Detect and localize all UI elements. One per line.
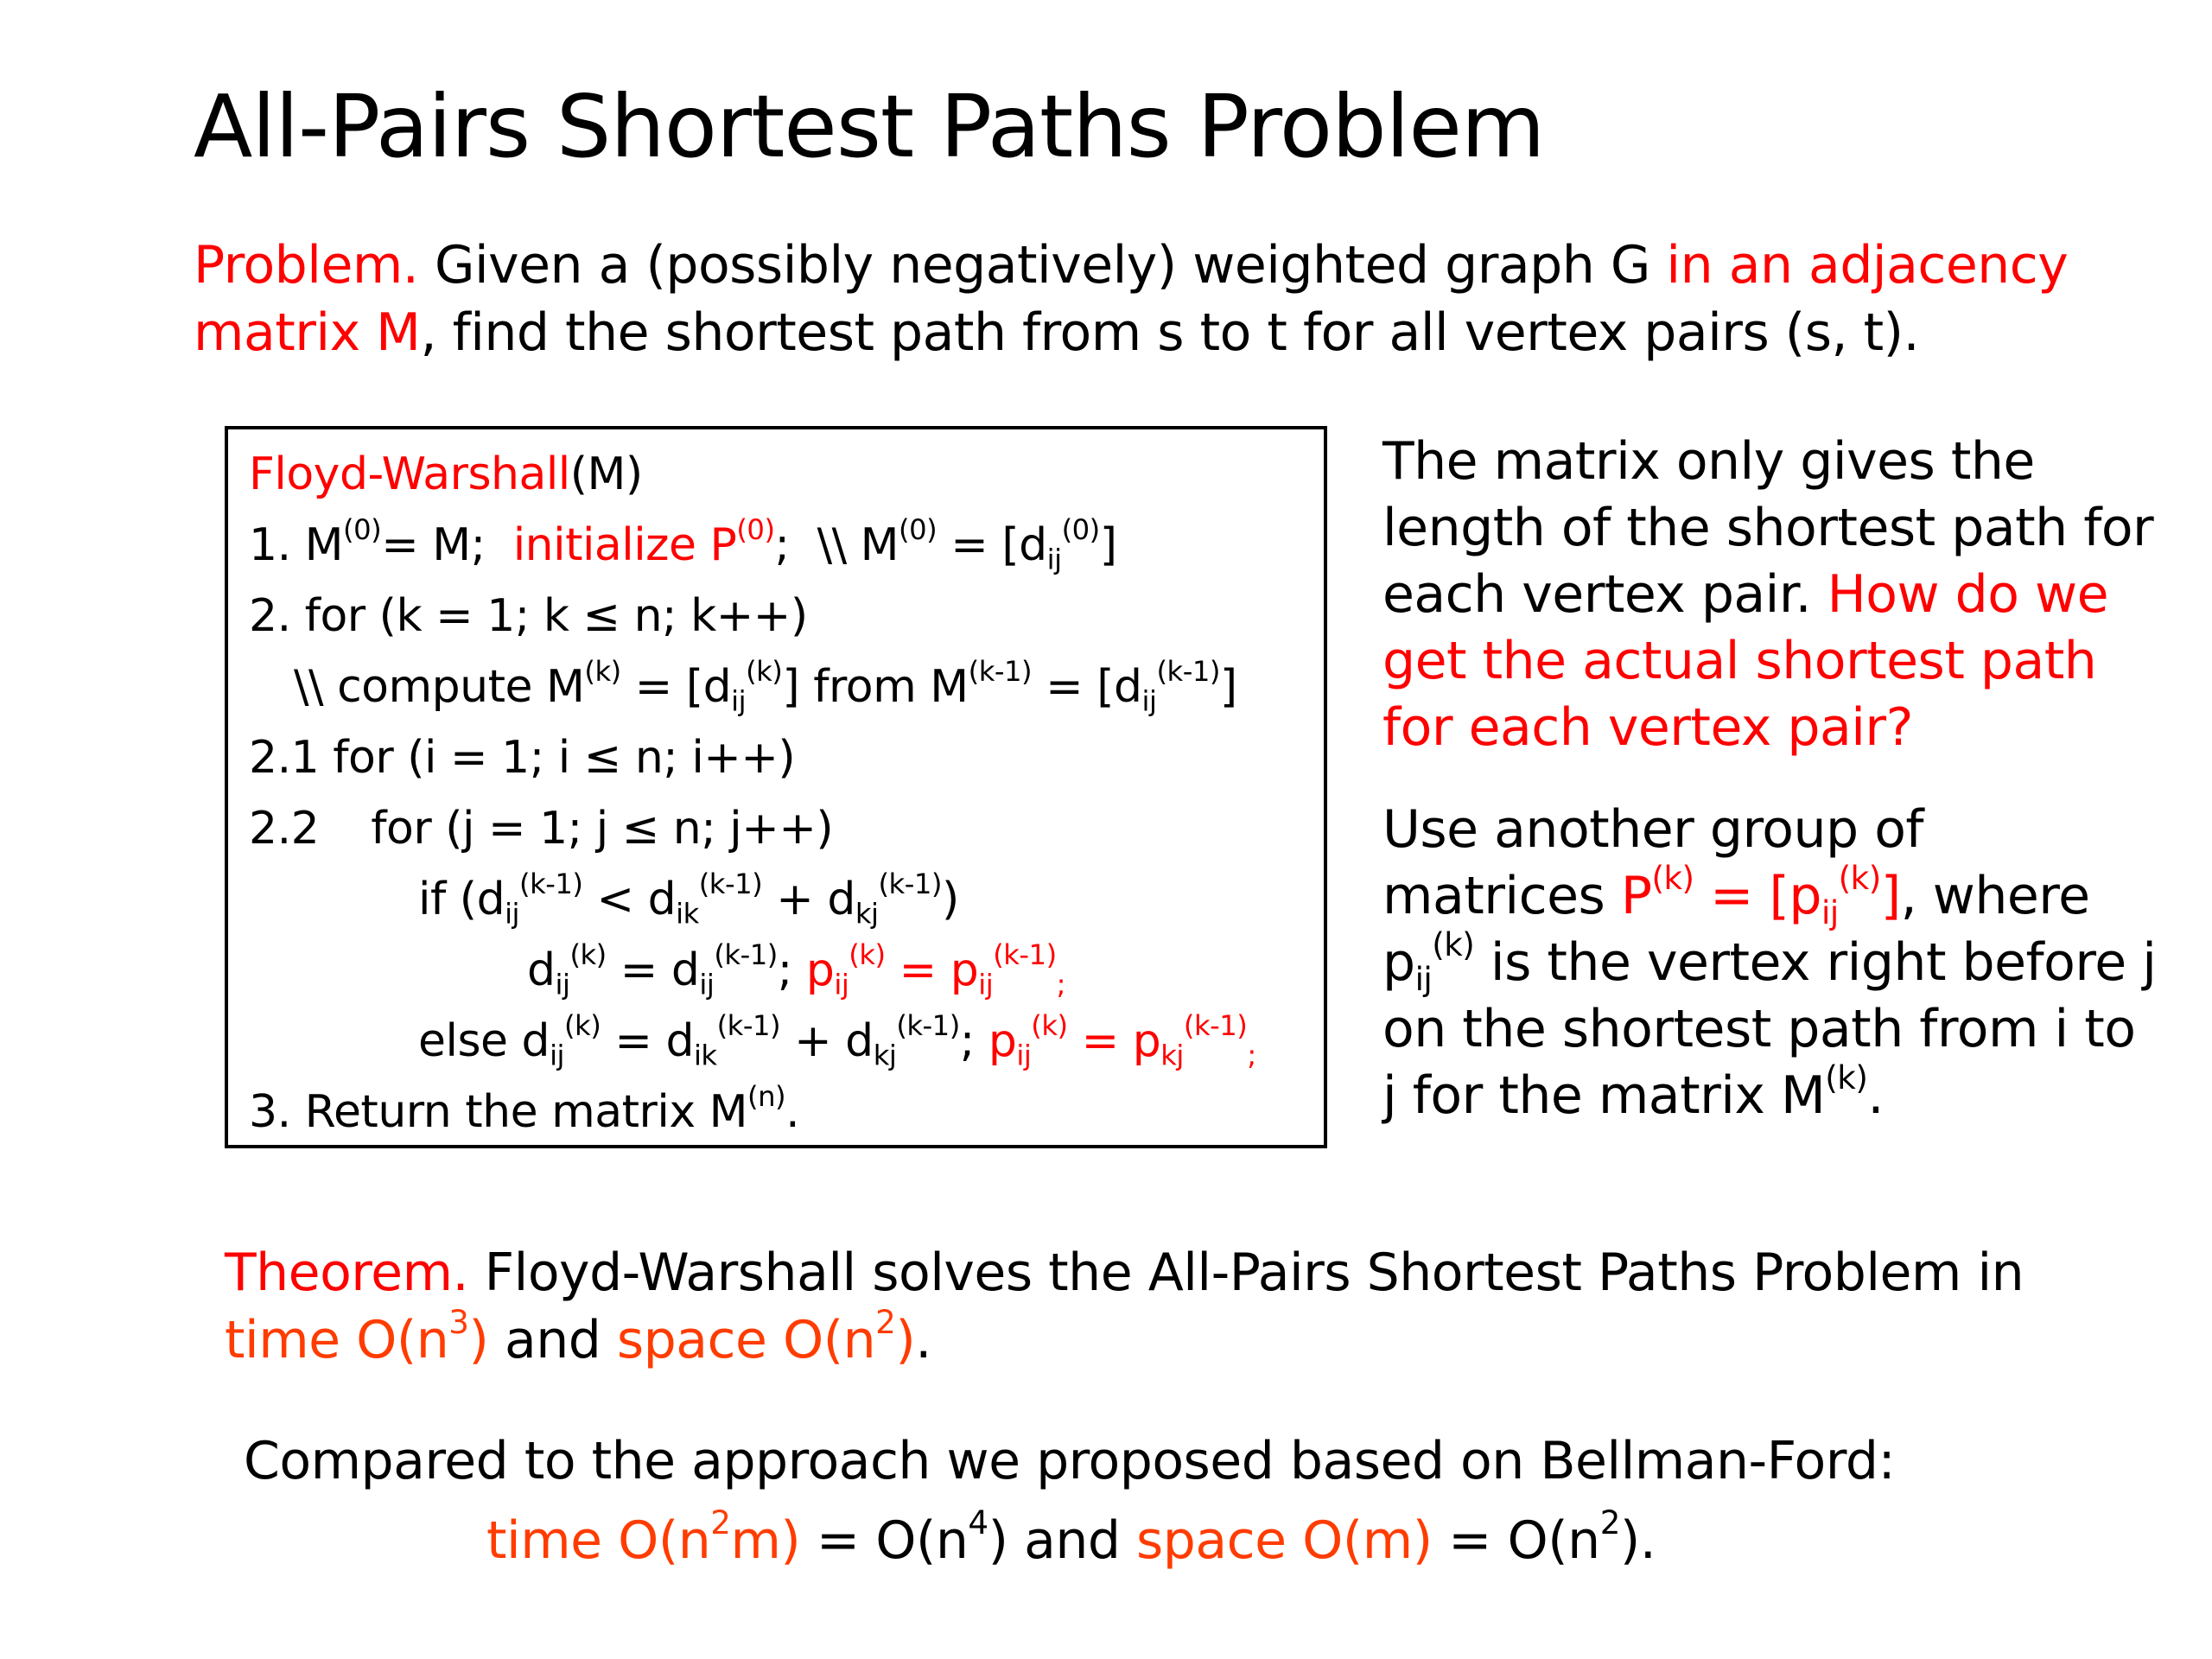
l3-sup4: (k-1) — [1156, 654, 1220, 688]
problem-label: Problem. — [194, 235, 419, 296]
side-question — [1382, 429, 2160, 761]
side-answer-d: . — [1867, 1065, 1884, 1126]
side-question-highlight: How do we get the actual shortest path for each vertex pair? — [1382, 564, 2108, 758]
compare-time-a: time O(n — [486, 1510, 711, 1571]
l6-sup1: (k-1) — [519, 867, 583, 900]
sa-red-c: ] — [1880, 866, 1901, 926]
side-answer-highlight — [1620, 859, 1901, 931]
algorithm-header — [249, 448, 643, 500]
algorithm-line-5 — [249, 803, 833, 855]
l8-sup3: (k-1) — [896, 1008, 960, 1042]
compare-time-b: m) — [730, 1510, 801, 1571]
theorem-time — [225, 1303, 489, 1370]
algorithm-line-6 — [418, 867, 959, 931]
l7-a: d — [527, 944, 556, 996]
compare-time-sup: 2 — [710, 1503, 731, 1542]
side-answer-b: , where p — [1382, 866, 2090, 993]
l6-sup2: (k-1) — [698, 867, 763, 900]
algorithm-line-3 — [294, 654, 1237, 718]
l3-sup3: (k-1) — [968, 654, 1033, 688]
l3-e: ] — [1219, 661, 1237, 713]
l9-sup: (n) — [747, 1079, 786, 1113]
algorithm-name: Floyd-Warshall — [249, 448, 570, 500]
l3-sup2: (k) — [746, 654, 783, 688]
l1-red-a: initialize P — [512, 519, 737, 571]
l8-red-sub1: ij — [1016, 1039, 1032, 1072]
l3-a: \\ compute M — [294, 661, 585, 713]
l8-a: else d — [418, 1015, 550, 1067]
l8-red-sup1: (k) — [1031, 1008, 1068, 1042]
l8-sub3: kj — [873, 1039, 897, 1072]
l8-sup1: (k) — [563, 1008, 601, 1042]
l7-red-c: ; — [1056, 968, 1066, 1001]
l7-sub2: ij — [699, 968, 715, 1001]
l9-b: . — [785, 1086, 800, 1138]
l7-red-sup1: (k) — [849, 938, 886, 971]
l8-red-b: = p — [1067, 1015, 1161, 1067]
l7-red-sub2: ij — [978, 968, 994, 1001]
sa-red-b: = [p — [1694, 866, 1821, 926]
side-answer-a: Use another group of matrices — [1382, 799, 1924, 926]
l7-red-b: = p — [885, 944, 979, 996]
compare-a: = O(n — [800, 1510, 969, 1571]
theorem-time-b: ) — [468, 1310, 489, 1370]
l3-b: = [d — [620, 661, 732, 713]
algorithm-line-7 — [527, 938, 1066, 1001]
algorithm-param: (M) — [569, 448, 643, 500]
compare-d: ). — [1619, 1510, 1656, 1571]
sa-sup4: (k) — [1825, 1058, 1868, 1097]
l6-a: if (d — [418, 874, 505, 925]
sa-red-sup2: (k) — [1838, 859, 1881, 898]
sa-sub3: ij — [1414, 959, 1433, 998]
l6-c: + d — [762, 874, 855, 925]
theorem-space — [616, 1303, 916, 1370]
l1-red — [512, 512, 775, 571]
theorem-space-a: space O(n — [616, 1310, 876, 1370]
l6-sub1: ij — [505, 897, 519, 931]
theorem-space-b: ) — [895, 1310, 916, 1370]
problem-text-b: , find the shortest path from s to t for all vertex pairs (s, t). — [420, 302, 1920, 363]
algorithm-box — [225, 426, 1327, 1148]
theorem-space-sup: 2 — [875, 1303, 896, 1342]
compare-time — [486, 1503, 801, 1571]
l6-sub3: kj — [855, 897, 879, 931]
sa-sup3: (k) — [1432, 925, 1475, 964]
comparison-complexity — [486, 1503, 1656, 1574]
theorem-time-sup: 3 — [448, 1303, 469, 1342]
l6-b: < d — [582, 874, 677, 925]
algorithm-line-4: 2.1 for (i = 1; i ≤ n; i++) — [249, 732, 796, 784]
compare-c: = O(n — [1432, 1510, 1600, 1571]
problem-highlight: in an adjacency matrix M — [194, 235, 2069, 363]
l7-red — [805, 938, 1066, 1001]
l8-c: + d — [780, 1015, 874, 1067]
l5-text: for (j = 1; j ≤ n; j++) — [371, 803, 834, 855]
compare-space: space O(m) — [1136, 1510, 1433, 1571]
l7-red-a: p — [805, 944, 835, 996]
l8-sub1: ij — [550, 1039, 564, 1072]
l5-num: 2.2 — [249, 803, 320, 855]
theorem-text-b: and — [488, 1310, 617, 1370]
l1-sup3: (0) — [1061, 512, 1100, 546]
algorithm-line-9 — [249, 1079, 800, 1138]
l7-sup2: (k-1) — [714, 938, 778, 971]
l7-b: = d — [606, 944, 700, 996]
compare-sup2: 2 — [1599, 1503, 1620, 1542]
l7-sub1: ij — [555, 968, 570, 1001]
theorem-text-c: . — [915, 1310, 931, 1370]
sa-red-a: P — [1620, 866, 1652, 926]
side-answer-c: is the vertex right before j on the shortest path from i to j for the matrix M — [1382, 932, 2157, 1126]
problem-text-a: Given a (possibly negatively) weighted graph G — [418, 235, 1667, 296]
l1-red-sup: (0) — [736, 512, 775, 546]
l1-b: = M; — [381, 519, 513, 571]
l8-b: = d — [601, 1015, 694, 1067]
l3-sub4: ij — [1141, 684, 1157, 718]
l3-d: = [d — [1032, 661, 1142, 713]
sa-red-sub2: ij — [1821, 893, 1839, 931]
l1-d: = [d — [937, 519, 1047, 571]
l7-red-sup2: (k-1) — [993, 938, 1057, 971]
l8-d: ; — [959, 1015, 988, 1067]
sa-red-sup1: (k) — [1651, 859, 1694, 898]
theorem-time-a: time O(n — [225, 1310, 449, 1370]
comparison-intro: Compared to the approach we proposed based on Bellman-Ford: — [244, 1431, 1896, 1491]
l7-sup1: (k) — [569, 938, 607, 971]
l8-red — [988, 1008, 1256, 1072]
l1-a: 1. M — [249, 519, 344, 571]
compare-sup1: 4 — [968, 1503, 988, 1542]
algorithm-line-1 — [249, 512, 1117, 576]
l8-red-sub2: kj — [1160, 1039, 1184, 1072]
l8-sup2: (k-1) — [716, 1008, 781, 1042]
compare-b: ) and — [988, 1510, 1137, 1571]
l1-sup2: (0) — [899, 512, 938, 546]
slide-title: All-Pairs Shortest Paths Problem — [194, 76, 1545, 177]
l8-red-c: ; — [1247, 1039, 1256, 1072]
theorem-label: Theorem. — [225, 1243, 469, 1303]
side-question-text: The matrix only gives the length of the shortest path for each vertex pair. — [1382, 431, 2154, 625]
l6-sup3: (k-1) — [878, 867, 942, 900]
l1-c: ; \\ M — [774, 519, 899, 571]
l1-stack — [1046, 512, 1100, 576]
problem-statement — [194, 232, 2077, 366]
algorithm-line-2: 2. for (k = 1; k ≤ n; k++) — [249, 590, 808, 642]
l1-sub3: ij — [1046, 543, 1062, 576]
l3-sub2: ij — [731, 684, 747, 718]
l7-c: ; — [777, 944, 806, 996]
l3-c: ] from M — [782, 661, 969, 713]
theorem-text-a: Floyd-Warshall solves the All-Pairs Shortest Paths Problem in — [468, 1243, 2024, 1303]
l6-d: ) — [941, 874, 959, 925]
l1-e: ] — [1099, 519, 1117, 571]
l6-sub2: ik — [676, 897, 699, 931]
l8-red-a: p — [988, 1015, 1017, 1067]
theorem-statement — [225, 1239, 2126, 1374]
l9-a: 3. Return the matrix M — [249, 1086, 747, 1138]
algorithm-line-8 — [418, 1008, 1256, 1072]
side-answer — [1382, 797, 2160, 1129]
l7-red-sub1: ij — [834, 968, 849, 1001]
l3-sup1: (k) — [584, 654, 621, 688]
l8-sub2: ik — [693, 1039, 717, 1072]
l8-red-sup2: (k-1) — [1183, 1008, 1248, 1042]
l1-sup: (0) — [343, 512, 382, 546]
